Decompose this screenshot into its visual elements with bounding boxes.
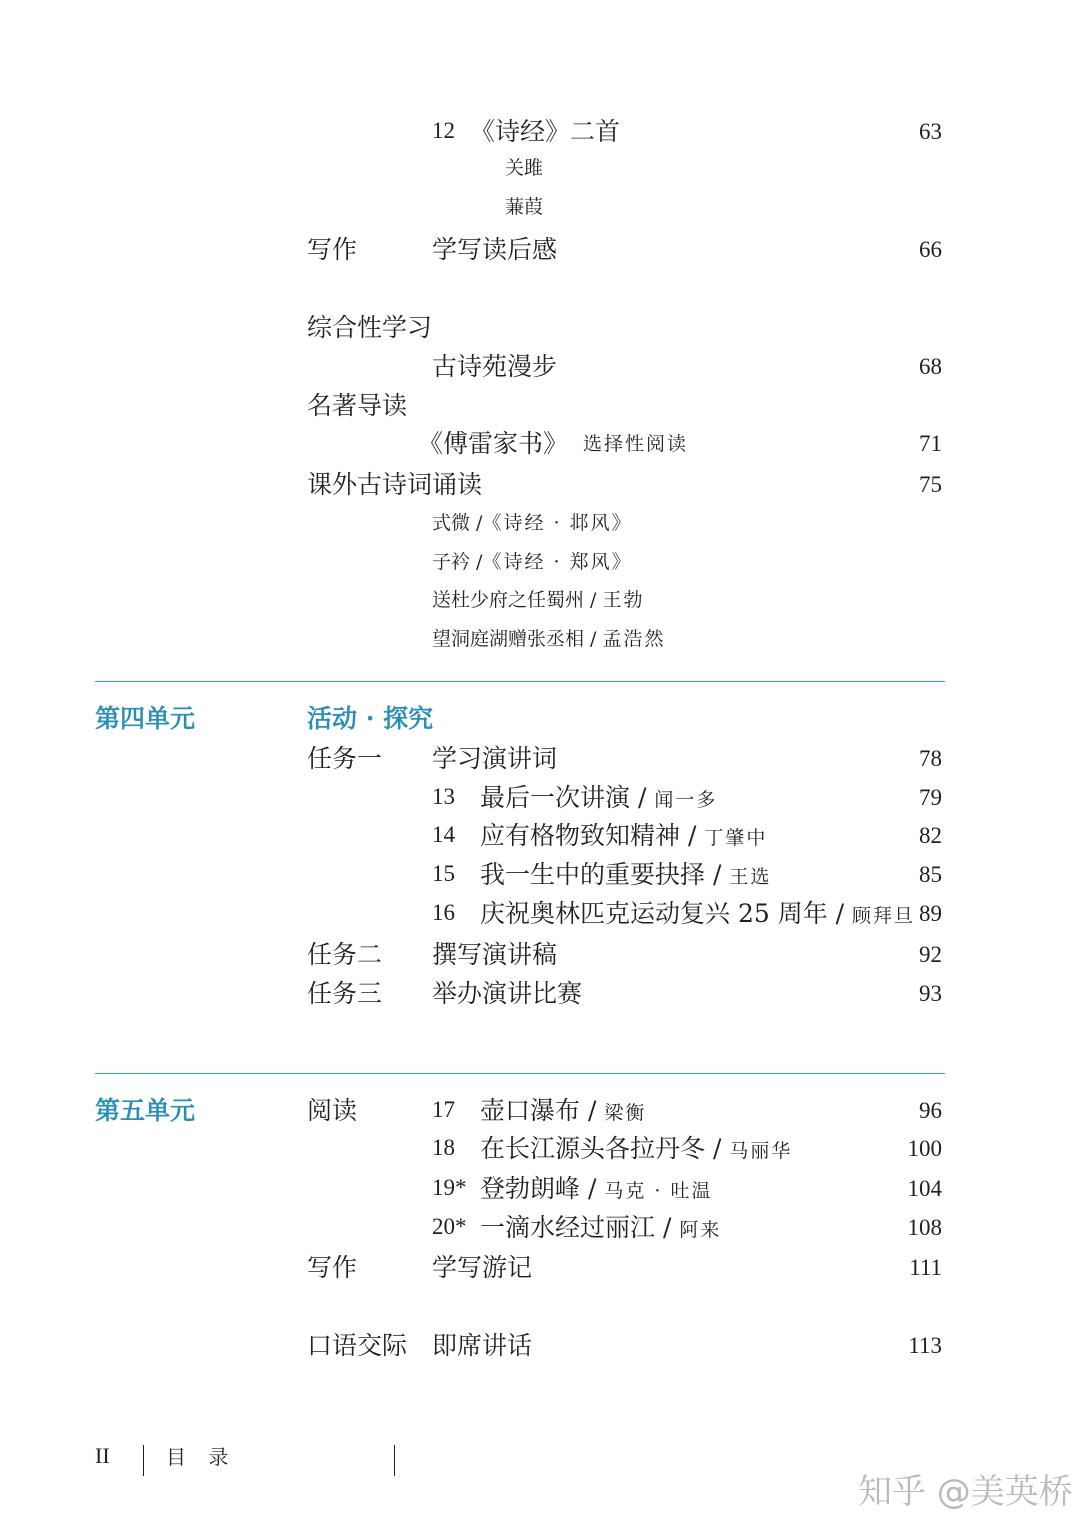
lesson-title: 《诗经》二首 xyxy=(470,117,621,146)
separator: / xyxy=(580,1096,605,1125)
section-label: 写作 xyxy=(307,1253,358,1282)
separator: / xyxy=(827,899,853,928)
lesson-author: 顾拜旦 xyxy=(852,905,916,927)
entry-title: 学习演讲词 xyxy=(432,744,558,773)
unit-heading: 活动 · 探究 xyxy=(307,704,434,733)
lesson-title-with-author xyxy=(480,1134,792,1166)
lesson-author: 马丽华 xyxy=(729,1140,793,1162)
footer-divider xyxy=(143,1445,144,1476)
lesson-title-with-author xyxy=(480,1174,712,1206)
task-label: 任务三 xyxy=(307,979,383,1008)
footer-page-number: II xyxy=(95,1443,110,1468)
unit-label: 第五单元 xyxy=(95,1096,196,1125)
footer-divider xyxy=(394,1445,395,1476)
separator: / xyxy=(584,589,603,611)
lesson-number: 14 xyxy=(432,822,455,847)
separator: / xyxy=(655,1213,680,1242)
separator: / xyxy=(580,1174,605,1203)
lesson-title-with-author xyxy=(480,783,717,815)
task-label: 任务二 xyxy=(307,940,383,969)
lesson-title-with-author xyxy=(480,860,771,892)
lesson-author: 阿来 xyxy=(679,1219,722,1241)
poem-entry[interactable] xyxy=(432,550,633,574)
lesson-author: 梁衡 xyxy=(604,1102,647,1124)
unit-divider xyxy=(95,1073,945,1074)
entry-note: 选择性阅读 xyxy=(583,433,689,455)
separator: / xyxy=(584,628,603,650)
lesson-number: 16 xyxy=(432,900,455,925)
page-number: 96 xyxy=(919,1098,942,1123)
entry-title: 即席讲话 xyxy=(432,1331,533,1360)
page-number: 85 xyxy=(919,862,942,887)
page-number: 100 xyxy=(907,1136,942,1161)
poem-source: 孟浩然 xyxy=(602,628,666,650)
lesson-author: 马克 · 吐温 xyxy=(604,1180,713,1202)
section-label: 综合性学习 xyxy=(307,313,433,342)
lesson-title-with-author xyxy=(480,821,767,853)
poem-title: 子衿 xyxy=(432,551,471,573)
lesson-title: 应有格物致知精神 xyxy=(480,821,681,850)
poem-source: 《诗经 · 郑风》 xyxy=(482,551,633,573)
lesson-title: 我一生中的重要抉择 xyxy=(480,860,706,889)
lesson-author: 丁肇中 xyxy=(704,827,768,849)
page-number: 78 xyxy=(919,746,942,771)
entry-title: 学写读后感 xyxy=(432,235,558,264)
lesson-title-with-author xyxy=(480,899,915,931)
poem-title[interactable]: 蒹葭 xyxy=(505,196,544,218)
page-number: 82 xyxy=(919,823,942,848)
poem-title: 望洞庭湖赠张丞相 xyxy=(432,628,585,650)
watermark: 知乎 @美英桥 xyxy=(858,1472,1073,1512)
page-number: 104 xyxy=(907,1176,942,1201)
separator: / xyxy=(470,512,483,534)
lesson-number: 12 xyxy=(432,118,455,143)
poem-title: 送杜少府之任蜀州 xyxy=(432,589,585,611)
lesson-number: 18 xyxy=(432,1135,455,1160)
section-label: 名著导读 xyxy=(307,391,408,420)
lesson-title: 一滴水经过丽江 xyxy=(480,1213,656,1242)
lesson-author: 王选 xyxy=(729,866,772,888)
poem-entry[interactable] xyxy=(432,511,633,535)
page-number: 113 xyxy=(908,1333,942,1358)
separator: / xyxy=(680,821,705,850)
entry-title: 撰写演讲稿 xyxy=(432,940,558,969)
section-label: 课外古诗词诵读 xyxy=(307,470,483,499)
lesson-title: 登勃朗峰 xyxy=(480,1174,581,1203)
poem-entry[interactable] xyxy=(432,588,645,612)
page-number: 68 xyxy=(919,354,942,379)
page-number: 89 xyxy=(919,901,942,926)
lesson-title: 在长江源头各拉丹冬 xyxy=(480,1134,706,1163)
entry-title: 学写游记 xyxy=(432,1253,533,1282)
page-number: 66 xyxy=(919,237,942,262)
poem-entry[interactable] xyxy=(432,627,666,651)
page-number: 93 xyxy=(919,981,942,1006)
page-number: 111 xyxy=(909,1255,942,1280)
lesson-number: 20* xyxy=(432,1214,467,1239)
lesson-title: 庆祝奥林匹克运动复兴 25 周年 xyxy=(480,899,828,928)
page-number: 63 xyxy=(919,119,942,144)
lesson-number: 13 xyxy=(432,784,455,809)
poem-title: 式微 xyxy=(432,512,471,534)
page-number: 79 xyxy=(919,785,942,810)
lesson-title-with-author xyxy=(480,1213,721,1245)
separator: / xyxy=(705,1134,730,1163)
separator: / xyxy=(630,783,655,812)
lesson-title: 壶口瀑布 xyxy=(480,1096,581,1125)
unit-divider xyxy=(95,681,945,682)
separator: / xyxy=(705,860,730,889)
section-label: 口语交际 xyxy=(307,1331,408,1360)
lesson-number: 17 xyxy=(432,1097,455,1122)
entry-title: 举办演讲比赛 xyxy=(432,979,583,1008)
lesson-number: 15 xyxy=(432,861,455,886)
page-number: 92 xyxy=(919,942,942,967)
lesson-title-with-author xyxy=(480,1096,646,1128)
lesson-author: 闻一多 xyxy=(654,789,718,811)
entry-title: 古诗苑漫步 xyxy=(432,352,558,381)
section-label: 阅读 xyxy=(307,1096,358,1125)
page-number: 71 xyxy=(919,431,942,456)
poem-source: 《诗经 · 邶风》 xyxy=(482,512,633,534)
footer-section-title: 目 录 xyxy=(166,1445,237,1469)
poem-title[interactable]: 关雎 xyxy=(505,157,544,179)
task-label: 任务一 xyxy=(307,744,383,773)
entry-title: 《傅雷家书》 xyxy=(418,429,569,458)
section-label: 写作 xyxy=(307,235,358,264)
unit-label: 第四单元 xyxy=(95,704,196,733)
poem-source: 王勃 xyxy=(602,589,645,611)
page-number: 108 xyxy=(907,1215,942,1240)
lesson-number: 19* xyxy=(432,1175,467,1200)
separator: / xyxy=(470,551,483,573)
lesson-title: 最后一次讲演 xyxy=(480,783,631,812)
page-number: 75 xyxy=(919,472,942,497)
